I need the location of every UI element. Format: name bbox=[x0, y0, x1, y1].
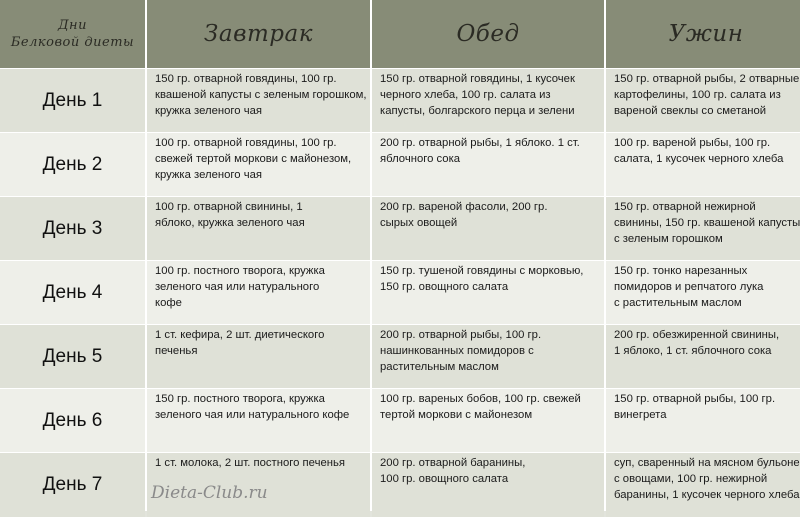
lunch-line: тертой моркови с майонезом bbox=[380, 409, 533, 421]
dinner-line: винегрета bbox=[614, 409, 667, 421]
lunch-line: 150 гр. овощного салата bbox=[380, 281, 509, 293]
breakfast-line: яблоко, кружка зеленого чая bbox=[155, 217, 305, 229]
breakfast-line: печенья bbox=[155, 345, 198, 357]
dinner-line: картофелины, 100 гр. салата из bbox=[614, 89, 781, 101]
dinner-cell bbox=[606, 261, 800, 324]
dinner-line: помидоров и репчатого лука bbox=[614, 281, 764, 293]
dinner-line: 150 гр. тонко нарезанных bbox=[614, 265, 748, 277]
day-label: День 5 bbox=[0, 325, 145, 388]
dinner-cell bbox=[606, 133, 800, 196]
breakfast-line: 100 гр. отварной говядины, 100 гр. bbox=[155, 137, 337, 149]
lunch-line: сырых овощей bbox=[380, 217, 458, 229]
breakfast-line: зеленого чая или натурального bbox=[155, 281, 320, 293]
dinner-cell bbox=[606, 453, 800, 517]
lunch-cell bbox=[372, 133, 604, 196]
lunch-line: 100 гр. овощного салата bbox=[380, 473, 509, 485]
dinner-line: с растительным маслом bbox=[614, 297, 742, 309]
breakfast-cell bbox=[147, 389, 370, 452]
dinner-cell bbox=[606, 325, 800, 388]
dinner-line: 1 яблоко, 1 ст. яблочного сока bbox=[614, 345, 772, 357]
breakfast-line: 1 ст. молока, 2 шт. постного печенья bbox=[155, 457, 345, 469]
lunch-line: 200 гр. отварной рыбы, 1 яблоко. 1 ст. bbox=[380, 137, 580, 149]
breakfast-cell bbox=[147, 133, 370, 196]
dinner-cell bbox=[606, 389, 800, 452]
breakfast-line: 100 гр. отварной свинины, 1 bbox=[155, 201, 303, 213]
dinner-line: 150 гр. отварной рыбы, 2 отварные bbox=[614, 73, 800, 85]
breakfast-line: кофе bbox=[155, 297, 182, 309]
breakfast-line: кружка зеленого чая bbox=[155, 169, 262, 181]
lunch-cell bbox=[372, 389, 604, 452]
lunch-line: 200 гр. отварной баранины, bbox=[380, 457, 526, 469]
breakfast-line: квашеной капусты с зеленым горошком, bbox=[155, 89, 367, 101]
dinner-line: 150 гр. отварной рыбы, 100 гр. bbox=[614, 393, 776, 405]
dinner-line: с овощами, 100 гр. нежирной bbox=[614, 473, 768, 485]
lunch-line: яблочного сока bbox=[380, 153, 461, 165]
breakfast-cell bbox=[147, 197, 370, 260]
dinner-line: 200 гр. обезжиренной свинины, bbox=[614, 329, 780, 341]
header-dinner: Ужин bbox=[606, 0, 800, 68]
breakfast-line: свежей тертой моркови с майонезом, bbox=[155, 153, 352, 165]
day-label: День 1 bbox=[0, 69, 145, 132]
breakfast-line: 1 ст. кефира, 2 шт. диетического bbox=[155, 329, 325, 341]
breakfast-cell bbox=[147, 261, 370, 324]
lunch-cell bbox=[372, 325, 604, 388]
breakfast-line: зеленого чая или натурального кофе bbox=[155, 409, 350, 421]
day-label: День 6 bbox=[0, 389, 145, 452]
header-days-line1: Дни bbox=[57, 18, 87, 33]
header-breakfast: Завтрак bbox=[147, 0, 370, 68]
dinner-line: баранины, 1 кусочек черного хлеба bbox=[614, 489, 800, 501]
lunch-cell bbox=[372, 69, 604, 132]
lunch-line: 150 гр. отварной говядины, 1 кусочек bbox=[380, 73, 575, 85]
breakfast-line: 100 гр. постного творога, кружка bbox=[155, 265, 325, 277]
dinner-line: салата, 1 кусочек черного хлеба bbox=[614, 153, 784, 165]
dinner-line: свинины, 150 гр. квашеной капусты bbox=[614, 217, 800, 229]
lunch-line: 150 гр. тушеной говядины с морковью, bbox=[380, 265, 584, 277]
day-label: День 4 bbox=[0, 261, 145, 324]
dinner-line: вареной свеклы со сметаной bbox=[614, 105, 767, 117]
dinner-line: суп, сваренный на мясном бульоне bbox=[614, 457, 800, 469]
dinner-line: с зеленым горошком bbox=[614, 233, 723, 245]
header-days-line2: Белковой диеты bbox=[10, 35, 135, 50]
breakfast-line: кружка зеленого чая bbox=[155, 105, 262, 117]
lunch-line: 100 гр. вареных бобов, 100 гр. свежей bbox=[380, 393, 581, 405]
dinner-cell bbox=[606, 197, 800, 260]
lunch-line: 200 гр. вареной фасоли, 200 гр. bbox=[380, 201, 548, 213]
dinner-line: 100 гр. вареной рыбы, 100 гр. bbox=[614, 137, 771, 149]
watermark: Dieta-Club.ru bbox=[151, 483, 268, 503]
lunch-cell bbox=[372, 197, 604, 260]
breakfast-cell bbox=[147, 325, 370, 388]
header-days bbox=[0, 0, 145, 68]
day-label: День 2 bbox=[0, 133, 145, 196]
day-label: День 3 bbox=[0, 197, 145, 260]
day-label: День 7 bbox=[0, 453, 145, 517]
lunch-line: черного хлеба, 100 гр. салата из bbox=[380, 89, 551, 101]
lunch-line: 200 гр. отварной рыбы, 100 гр. bbox=[380, 329, 542, 341]
header-lunch: Обед bbox=[372, 0, 604, 68]
lunch-line: капусты, болгарского перца и зелени bbox=[380, 105, 575, 117]
lunch-cell bbox=[372, 261, 604, 324]
lunch-cell bbox=[372, 453, 604, 517]
breakfast-line: 150 гр. постного творога, кружка bbox=[155, 393, 325, 405]
dinner-cell bbox=[606, 69, 800, 132]
breakfast-cell bbox=[147, 69, 370, 132]
breakfast-line: 150 гр. отварной говядины, 100 гр. bbox=[155, 73, 337, 85]
dinner-line: 150 гр. отварной нежирной bbox=[614, 201, 756, 213]
lunch-line: растительным маслом bbox=[380, 361, 499, 373]
lunch-line: нашинкованных помидоров с bbox=[380, 345, 534, 357]
